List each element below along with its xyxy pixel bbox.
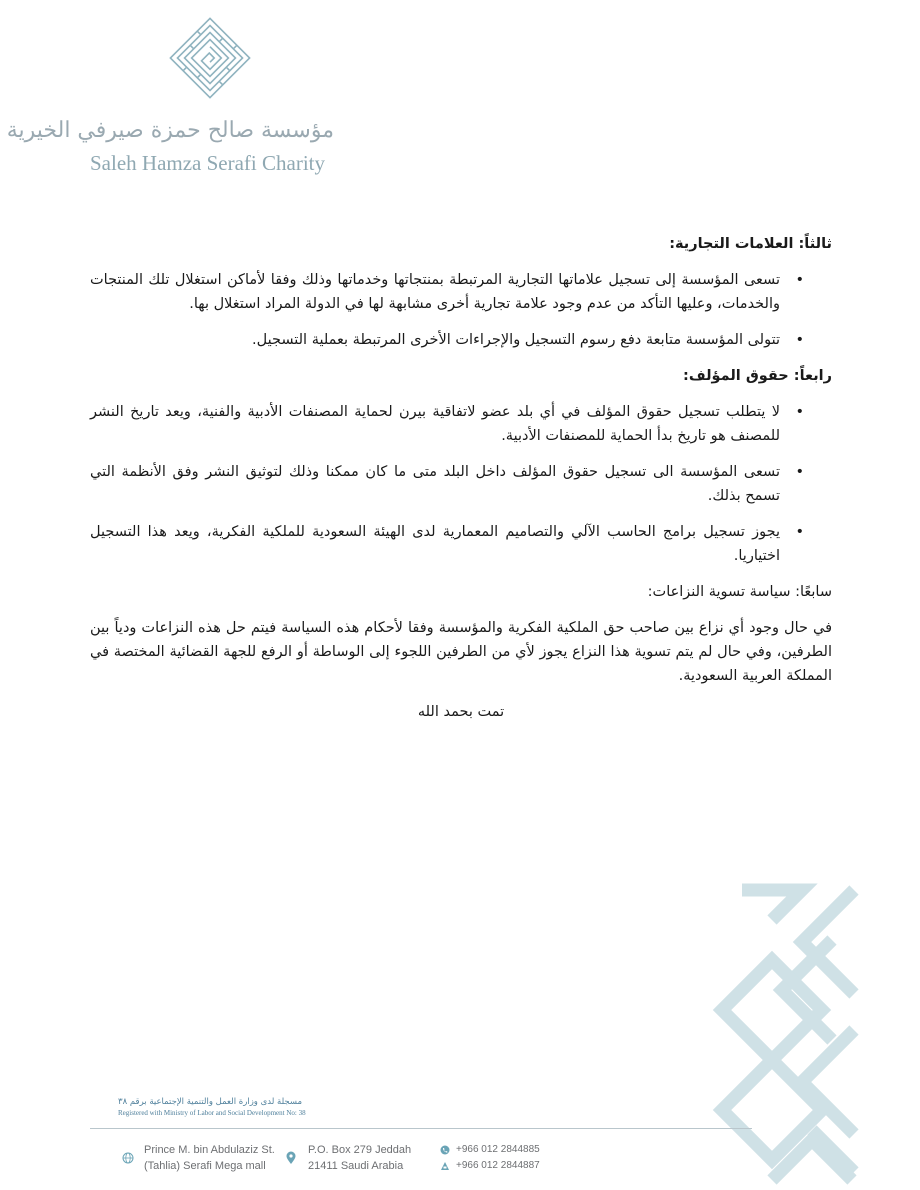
brand-name-arabic: مؤسسة صالح حمزة صيرفي الخيرية	[6, 118, 334, 143]
list-item: • لا يتطلب تسجيل حقوق المؤلف في أي بلد عضو لاتفاقية بيرن لحماية المصنفات الأدبية والفنية، ويعد تاريخ النشر للمصنف هو تاريخ بدأ الحماية للمصنفات الأدبية.	[90, 400, 832, 448]
list-item: • تسعى المؤسسة إلى تسجيل علاماتها التجارية المرتبطة بمنتجاتها وخدماتها وذلك وفقا لأماكن استغلال تلك المنتجات والخدمات، وعليها التأكد من عدم وجود علامة تجارية أخرى مشابهة لها في الدولة المراد استغلال بها.	[90, 268, 832, 316]
bullet-icon: •	[795, 332, 804, 348]
bullet-icon: •	[795, 272, 804, 288]
section-heading-disputes: سابعًا: سياسة تسوية النزاعات:	[647, 584, 832, 600]
location-pin-icon	[285, 1151, 297, 1165]
bullet-icon: •	[795, 524, 804, 540]
logo-emblem	[168, 16, 252, 100]
list-item: • يجوز تسجيل برامج الحاسب الآلي والتصاميم المعمارية لدى الهيئة السعودية للملكية الفكرية، ويعد هذا التسجيل اختياريا.	[90, 520, 832, 568]
pobox-line-1: P.O. Box 279 Jeddah	[308, 1144, 412, 1156]
globe-icon	[122, 1152, 134, 1164]
pobox-line-2: 21411 Saudi Arabia	[308, 1160, 404, 1172]
address-line-2: (Tahlia) Serafi Mega mall	[144, 1160, 266, 1172]
address-line-1: Prince M. bin Abdulaziz St.	[144, 1144, 275, 1156]
document-body	[90, 232, 832, 724]
phone-icon	[440, 1145, 450, 1155]
disputes-paragraph: في حال وجود أي نزاع بين صاحب حق الملكية الفكرية والمؤسسة وفقا لأحكام هذه السياسة فيتم حل هذه النزاعات ودياً بين الطرفين، وفي حال لم يتم تسوية هذا النزاع يجوز لأي من الطرفين اللجوء إلى الوساطة أو الرفع للجهة القضائية المختصة في المملكة العربية السعودية.	[90, 620, 832, 684]
footer-address	[144, 1142, 275, 1174]
brand-name-english: Saleh Hamza Serafi Charity	[90, 151, 325, 175]
closing-line: تمت بحمد الله	[417, 704, 505, 720]
footer-pobox	[308, 1142, 411, 1174]
footer-contact	[456, 1142, 540, 1174]
registration-note	[118, 1096, 418, 1118]
trademarks-list	[90, 268, 832, 352]
registration-arabic: مسجلة لدى وزارة العمل والتنمية الإجتماعية برقم ٣٨	[118, 1097, 303, 1107]
section-heading-copyright: رابعاً: حقوق المؤلف:	[683, 368, 832, 384]
list-item: • تسعى المؤسسة الى تسجيل حقوق المؤلف داخل البلد متى ما كان ممكنا وذلك لتوثيق النشر وفق الأنظمة التي تسمح بذلك.	[90, 460, 832, 508]
phone-number: +966 012 2844885	[456, 1144, 540, 1155]
list-item: • تتولى المؤسسة متابعة دفع رسوم التسجيل والإجراءات الأخرى المرتبطة بعملية التسجيل.	[90, 328, 832, 352]
bullet-icon: •	[795, 464, 804, 480]
footer-divider	[90, 1128, 752, 1129]
bullet-icon: •	[795, 404, 804, 420]
fax-icon	[440, 1161, 450, 1171]
registration-english: Registered with Ministry of Labor and Social Development No: 38	[118, 1109, 306, 1117]
section-heading-trademarks: ثالثاً: العلامات التجارية:	[669, 236, 832, 252]
copyright-list	[90, 400, 832, 568]
fax-number: +966 012 2844887	[456, 1160, 540, 1171]
decorative-pattern	[712, 880, 854, 1190]
